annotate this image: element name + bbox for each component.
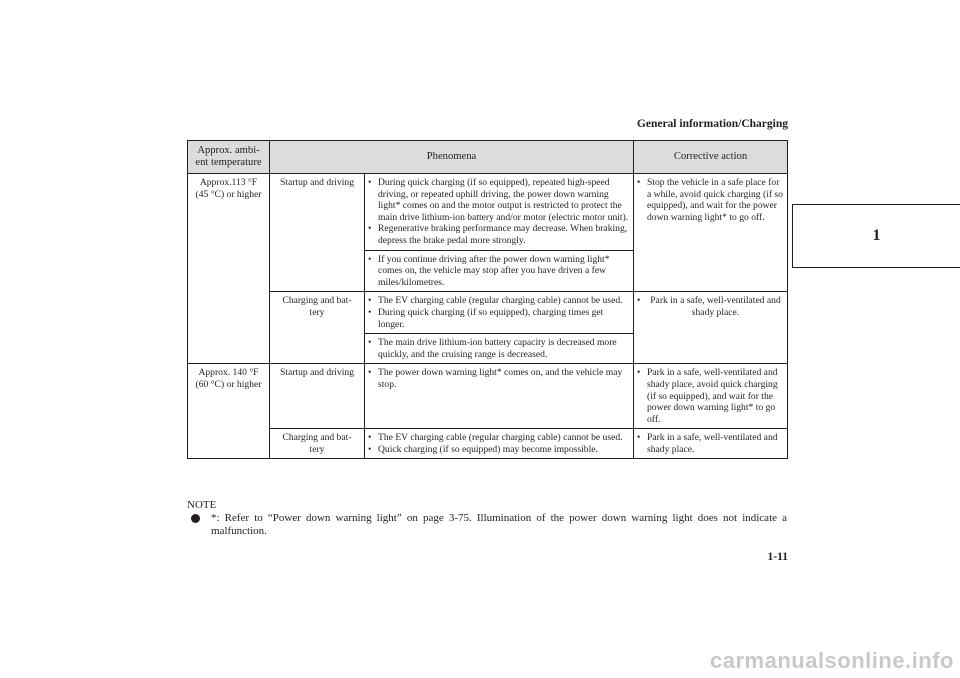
phenomena-cell bbox=[365, 364, 634, 429]
condition-cell: Startup and driving bbox=[270, 174, 365, 292]
action-item: • Park in a safe, well-ventilated and shady place. bbox=[637, 432, 784, 455]
phenomena-cell bbox=[365, 429, 634, 459]
temperature-cell: Approx.113 °F (45 °C) or higher bbox=[188, 174, 270, 364]
action-item: • Stop the vehicle in a safe place for a while, avoid quick charging (if so equipped), and wait for the power down warning light* to go off. bbox=[637, 177, 784, 223]
phenomena-cell bbox=[365, 250, 634, 292]
note-text: *: Refer to “Power down warning light” on page 3-75. Illumination of the power down warning light does not indicate a malfunction. bbox=[211, 512, 787, 537]
phenomena-cell bbox=[365, 334, 634, 364]
condition-cell: Charging and bat- tery bbox=[270, 429, 365, 459]
table-row bbox=[188, 429, 788, 459]
chapter-tab bbox=[792, 204, 960, 268]
header-corrective-action: Corrective action bbox=[634, 141, 788, 174]
phenomenon-item: • The main drive lithium-ion battery capacity is decreased more quickly, and the cruising range is decreased. bbox=[368, 337, 630, 360]
header-phenomena: Phenomena bbox=[270, 141, 634, 174]
phenomenon-item: • The EV charging cable (regular charging cable) cannot be used. bbox=[368, 295, 630, 307]
table-row bbox=[188, 174, 788, 251]
phenomenon-item: • During quick charging (if so equipped), repeated high-speed driving, or repeated uphill driving, the power down warning light* comes on and the motor output is restricted to protect the main drive lithium-ion battery and/or motor (electric motor unit). bbox=[368, 177, 630, 223]
temperature-phenomena-table bbox=[187, 140, 788, 459]
action-item: • Park in a safe, well-ventilated and shady place, avoid quick charging (if so equipped), and wait for the power down warning light* to go off. bbox=[637, 367, 784, 425]
table-row bbox=[188, 364, 788, 429]
watermark: carmanualsonline.info bbox=[710, 648, 954, 673]
phenomenon-item: • The power down warning light* comes on, and the vehicle may stop. bbox=[368, 367, 630, 390]
note-block bbox=[187, 499, 787, 538]
phenomena-cell bbox=[365, 174, 634, 251]
temperature-cell: Approx. 140 °F (60 °C) or higher bbox=[188, 364, 270, 459]
header-temperature: Approx. ambi- ent temperature bbox=[188, 141, 270, 174]
phenomenon-item: • Quick charging (if so equipped) may become impossible. bbox=[368, 444, 630, 456]
condition-cell: Startup and driving bbox=[270, 364, 365, 429]
condition-cell: Charging and bat- tery bbox=[270, 292, 365, 364]
action-item: • Park in a safe, well-ventilated and shady place. bbox=[637, 295, 784, 318]
table-row bbox=[188, 292, 788, 334]
phenomenon-item: • Regenerative braking performance may decrease. When braking, depress the brake pedal more strongly. bbox=[368, 223, 630, 246]
page-header-title: General information/Charging bbox=[636, 118, 788, 130]
phenomenon-item: • The EV charging cable (regular charging cable) cannot be used. bbox=[368, 432, 630, 444]
bullet-dot-icon bbox=[191, 514, 200, 523]
chapter-tab-label: 1 bbox=[872, 227, 881, 244]
action-cell bbox=[634, 174, 788, 292]
phenomenon-item: • If you continue driving after the power down warning light* comes on, the vehicle may stop after you have driven a few miles/kilometres. bbox=[368, 254, 630, 289]
page-number: 1-11 bbox=[767, 551, 788, 563]
phenomena-cell bbox=[365, 292, 634, 334]
note-label: NOTE bbox=[187, 499, 217, 511]
note-item bbox=[187, 512, 787, 538]
table-header-row bbox=[188, 141, 788, 174]
action-cell bbox=[634, 292, 788, 364]
action-cell bbox=[634, 364, 788, 429]
action-cell bbox=[634, 429, 788, 459]
phenomenon-item: • During quick charging (if so equipped), charging times get longer. bbox=[368, 307, 630, 330]
